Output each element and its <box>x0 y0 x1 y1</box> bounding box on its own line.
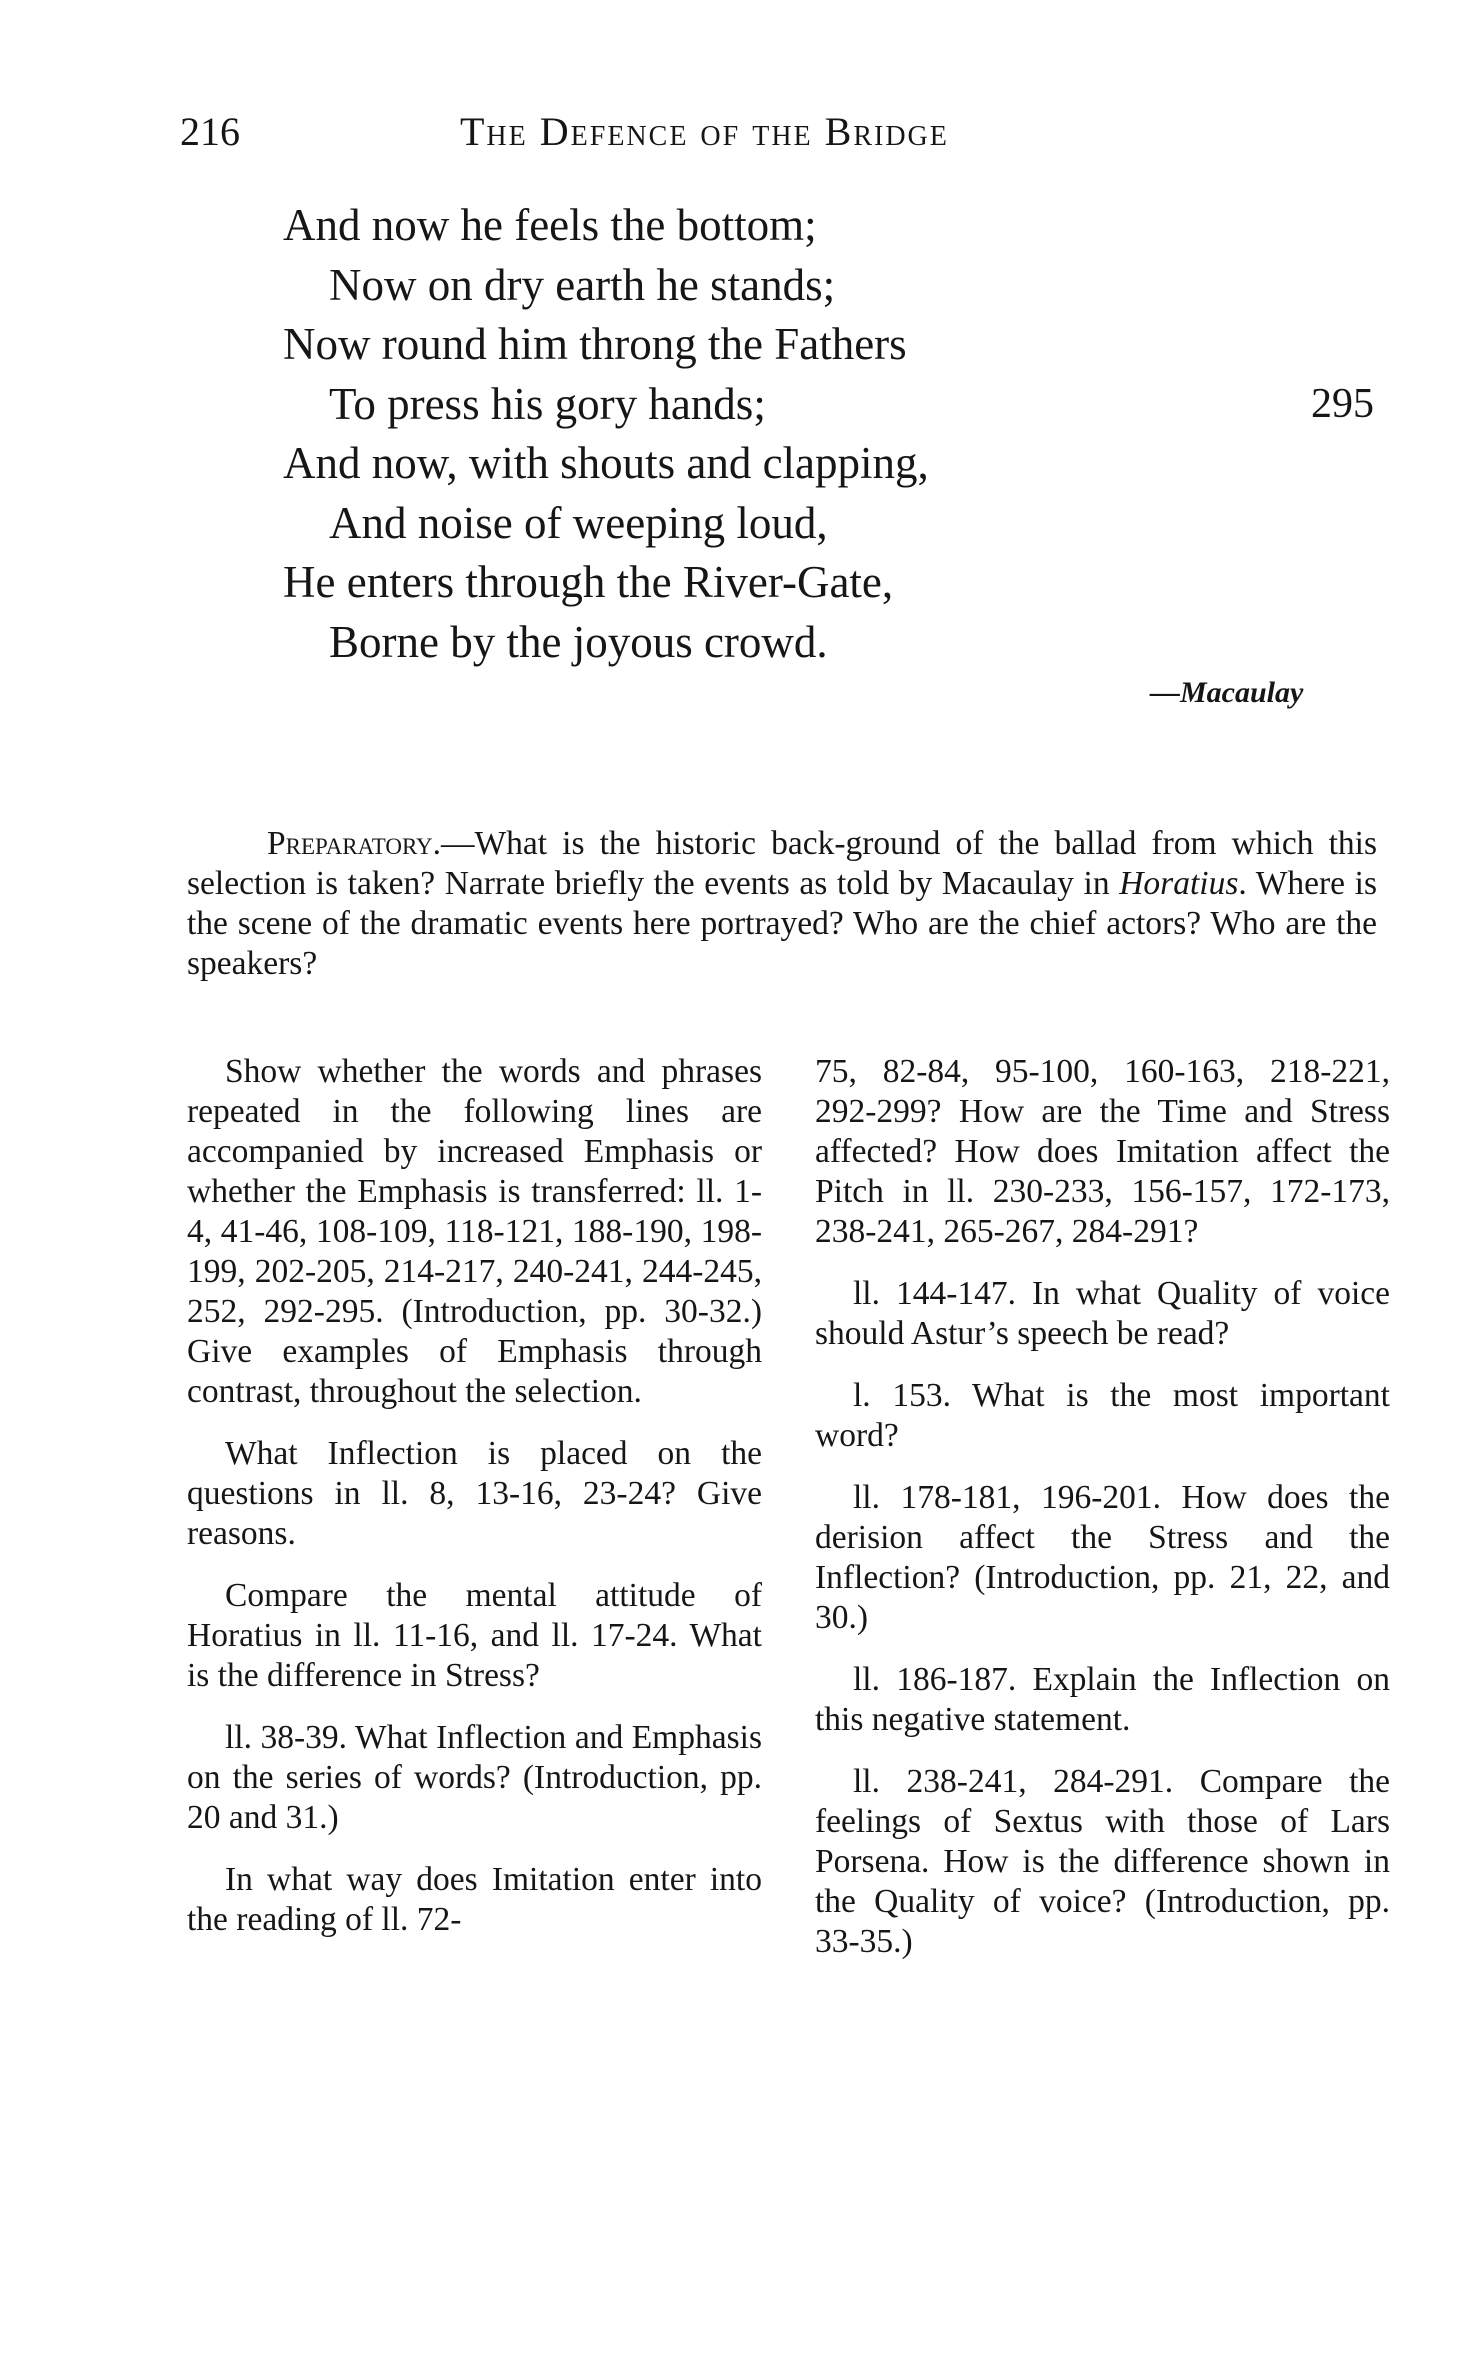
question-paragraph: Show whether the words and phrases repeated in the following lines are accompanied by increased Emphasis or whether the Emphasis is transferred: ll. 1-4, 41-46, 108-109, 118-121, 188-190, 198-199, 202-205, 214-217, 240-241, 244-245, 252, 292-295. (Introduction, pp. 30-32.) Give examples of Emphasis through contrast, throughout the selection. <box>187 1053 762 1410</box>
poem-line: And now he feels the bottom; <box>283 200 817 250</box>
question-paragraph: ll. 238-241, 284-291. Compare the feelings of Sextus with those of Lars Porsena. How is the difference shown in the Quality of voice? (Introduction, pp. 33-35.) <box>815 1763 1390 1960</box>
poem-line: Borne by the joyous crowd. <box>329 616 828 667</box>
poem-stanza <box>283 196 1383 672</box>
questions-right-column <box>815 1052 1390 1984</box>
question-paragraph: ll. 38-39. What Inflection and Emphasis on the series of words? (Introduction, pp. 20 and 31.) <box>187 1719 762 1836</box>
question-paragraph: l. 153. What is the most important word? <box>815 1377 1390 1454</box>
poem-line: Now round him throng the Fathers <box>283 319 907 369</box>
question-paragraph: Compare the mental attitude of Horatius in ll. 11-16, and ll. 17-24. What is the difference in Stress? <box>187 1577 762 1694</box>
question-paragraph: ll. 186-187. Explain the Inflection on this negative statement. <box>815 1661 1390 1738</box>
preparatory-text: . Where is the scene of the dramatic events here portrayed? Who are the chief actors? Who are the speakers? <box>187 864 1377 982</box>
work-title: Horatius <box>1119 864 1239 902</box>
page-header <box>180 108 1380 158</box>
poem-line: He enters through the River-Gate, <box>283 557 894 607</box>
author-attribution: —Macaulay <box>1150 676 1304 709</box>
poem-line: And noise of weeping loud, <box>329 497 828 548</box>
line-number: 295 <box>1311 380 1374 427</box>
question-paragraph: What Inflection is placed on the questions in ll. 8, 13-16, 23-24? Give reasons. <box>187 1435 762 1552</box>
preparatory-text: What is the historic back-ground of the ballad from which this selection is taken? Narrate briefly the events as told by Macaulay in <box>187 824 1377 902</box>
poem-line: Now on dry earth he stands; <box>329 259 836 310</box>
page-number: 216 <box>180 109 240 154</box>
question-paragraph: ll. 178-181, 196-201. How does the derision affect the Stress and the Inflection? (Introduction, pp. 21, 22, and 30.) <box>815 1479 1390 1636</box>
question-paragraph-continued: 75, 82-84, 95-100, 160-163, 218-221, 292-299? How are the Time and Stress affected? How does Imitation affect the Pitch in ll. 230-233, 156-157, 172-173, 238-241, 265-267, 284-291? <box>815 1053 1390 1250</box>
question-paragraph: In what way does Imitation enter into the reading of ll. 72- <box>187 1861 762 1938</box>
preparatory-paragraph <box>187 824 1377 984</box>
poem-line: And now, with shouts and clapping, <box>283 438 929 488</box>
question-paragraph: ll. 144-147. In what Quality of voice should Astur’s speech be read? <box>815 1275 1390 1352</box>
running-title: The Defence of the Bridge <box>460 109 949 154</box>
questions-left-column <box>187 1052 762 1962</box>
preparatory-label: Preparatory. <box>267 824 442 862</box>
poem-line <box>283 375 1383 435</box>
em-dash: — <box>441 824 475 862</box>
poem-line-text: To press his gory hands; <box>329 378 766 429</box>
